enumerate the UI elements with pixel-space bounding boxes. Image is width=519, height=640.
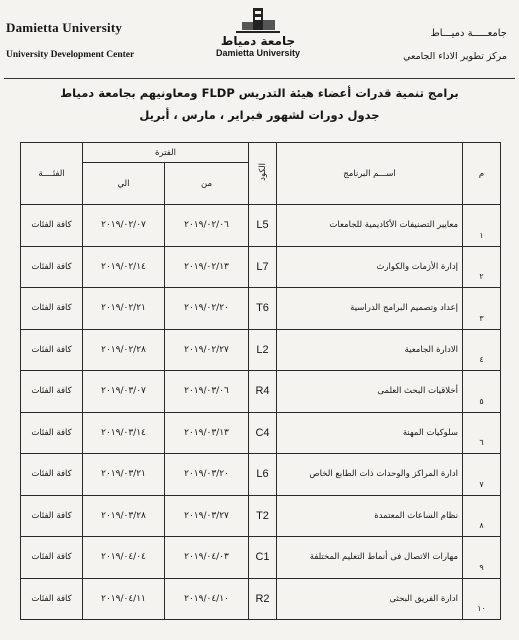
from-date-cell: ٢٠١٩/٠٢/١٣ — [165, 246, 249, 288]
center-name-ar: مركز تطوير الاداء الجامعي — [403, 51, 507, 62]
code-cell: C4 — [249, 412, 277, 454]
program-name-cell: سلوكيات المهنة — [277, 412, 463, 454]
table-row — [21, 288, 501, 330]
to-date-cell: ٢٠١٩/٠٣/٠٧ — [83, 371, 165, 413]
logo-arabic-text: جامعة دمياط — [220, 34, 296, 48]
program-name-cell: معايير التصنيفات الأكاديمية للجامعات — [277, 205, 463, 247]
table-row — [21, 205, 501, 247]
from-date-cell: ٢٠١٩/٠٢/٢٧ — [165, 329, 249, 371]
program-name-cell: إعداد وتصميم البرامج الدراسية — [277, 288, 463, 330]
header-divider — [4, 78, 515, 79]
from-date-cell: ٢٠١٩/٠٣/٢٠ — [165, 454, 249, 496]
code-cell: L6 — [249, 454, 277, 496]
header-from: من — [165, 163, 249, 205]
code-cell: T6 — [249, 288, 277, 330]
to-date-cell: ٢٠١٩/٠٢/٠٧ — [83, 205, 165, 247]
program-name-cell: إدارة الأزمات والكوارث — [277, 246, 463, 288]
from-date-cell: ٢٠١٩/٠٣/٢٧ — [165, 495, 249, 537]
row-number-cell: ٣ — [463, 288, 501, 330]
to-date-cell: ٢٠١٩/٠٢/٢١ — [83, 288, 165, 330]
to-date-cell: ٢٠١٩/٠٤/١١ — [83, 578, 165, 620]
from-date-cell: ٢٠١٩/٠٢/٠٦ — [165, 205, 249, 247]
table-row — [21, 495, 501, 537]
header-to: الي — [83, 163, 165, 205]
from-date-cell: ٢٠١٩/٠٤/٠٣ — [165, 537, 249, 579]
program-name-cell: أخلاقيات البحث العلمى — [277, 371, 463, 413]
to-date-cell: ٢٠١٩/٠٤/٠٤ — [83, 537, 165, 579]
table-row — [21, 371, 501, 413]
to-date-cell: ٢٠١٩/٠٣/١٤ — [83, 412, 165, 454]
from-date-cell: ٢٠١٩/٠٤/١٠ — [165, 578, 249, 620]
category-cell: كافة الفئات — [21, 495, 83, 537]
building-logo-icon — [234, 6, 282, 36]
document-title: برامج تنمية قدرات أعضاء هيئة التدريس FLDP ومعاونيهم بجامعة دمياط — [60, 86, 459, 100]
category-cell: كافة الفئات — [21, 205, 83, 247]
row-number-cell: ٢ — [463, 246, 501, 288]
university-name-en: Damietta University — [6, 20, 123, 35]
category-cell: كافة الفئات — [21, 288, 83, 330]
row-number-cell: ١٠ — [463, 578, 501, 620]
header-code: الكود — [249, 143, 277, 205]
to-date-cell: ٢٠١٩/٠٣/٢٨ — [83, 495, 165, 537]
header-period: الفترة — [83, 143, 249, 163]
program-name-cell: ادارة الفريق البحثى — [277, 578, 463, 620]
table-row — [21, 412, 501, 454]
code-cell: C1 — [249, 537, 277, 579]
to-date-cell: ٢٠١٩/٠٢/١٤ — [83, 246, 165, 288]
code-cell: T2 — [249, 495, 277, 537]
program-name-cell: نظام الساعات المعتمدة — [277, 495, 463, 537]
program-name-cell: الادارة الجامعية — [277, 329, 463, 371]
from-date-cell: ٢٠١٩/٠٣/١٣ — [165, 412, 249, 454]
university-logo — [208, 6, 308, 68]
code-cell: R4 — [249, 371, 277, 413]
category-cell: كافة الفئات — [21, 537, 83, 579]
table-row — [21, 246, 501, 288]
category-cell: كافة الفئات — [21, 578, 83, 620]
university-name-ar: جامعـــــة دميـــاط — [430, 28, 507, 39]
table-row — [21, 578, 501, 620]
row-number-cell: ٩ — [463, 537, 501, 579]
document-subtitle: جدول دورات لشهور فبراير ، مارس ، أبريل — [139, 108, 380, 122]
from-date-cell: ٢٠١٩/٠٣/٠٦ — [165, 371, 249, 413]
courses-table — [20, 142, 501, 620]
category-cell: كافة الفئات — [21, 246, 83, 288]
to-date-cell: ٢٠١٩/٠٣/٢١ — [83, 454, 165, 496]
row-number-cell: ٦ — [463, 412, 501, 454]
center-name-en: University Development Center — [6, 50, 135, 60]
header-right — [337, 28, 507, 62]
program-name-cell: مهارات الاتصال فى أنماط التعليم المختلفة — [277, 537, 463, 579]
category-cell: كافة الفئات — [21, 329, 83, 371]
row-number-cell: ٨ — [463, 495, 501, 537]
row-number-cell: ٥ — [463, 371, 501, 413]
header-left — [6, 20, 176, 60]
table-row — [21, 329, 501, 371]
row-number-cell: ٧ — [463, 454, 501, 496]
code-cell: R2 — [249, 578, 277, 620]
to-date-cell: ٢٠١٩/٠٢/٢٨ — [83, 329, 165, 371]
category-cell: كافة الفئات — [21, 412, 83, 454]
table-row — [21, 454, 501, 496]
program-name-cell: ادارة المراكز والوحدات ذات الطابع الخاص — [277, 454, 463, 496]
code-cell: L7 — [249, 246, 277, 288]
from-date-cell: ٢٠١٩/٠٢/٢٠ — [165, 288, 249, 330]
header-num: م — [463, 143, 501, 205]
row-number-cell: ١ — [463, 205, 501, 247]
code-cell: L5 — [249, 205, 277, 247]
header-category: الفئــــة — [21, 143, 83, 205]
table-row — [21, 537, 501, 579]
category-cell: كافة الفئات — [21, 371, 83, 413]
logo-english-text: Damietta University — [215, 48, 301, 58]
header-program: اســـم البرنامج — [277, 143, 463, 205]
row-number-cell: ٤ — [463, 329, 501, 371]
category-cell: كافة الفئات — [21, 454, 83, 496]
code-cell: L2 — [249, 329, 277, 371]
